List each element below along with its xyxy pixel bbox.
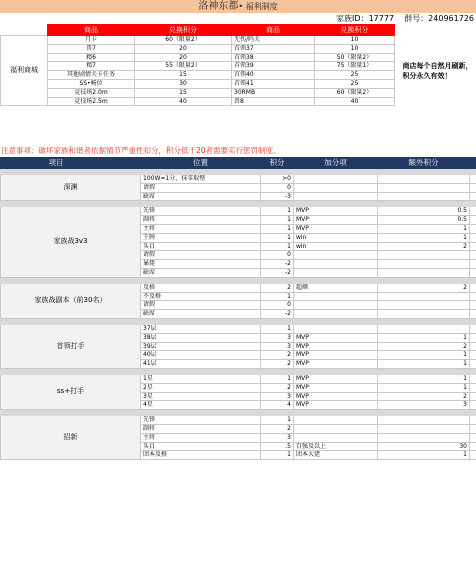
- points-cell: 1: [261, 416, 294, 425]
- extra-points-cell: [378, 251, 470, 260]
- bonus-cell: win: [294, 233, 378, 242]
- family-id: 家族ID：17777: [336, 14, 395, 23]
- shop-points: 10: [315, 36, 395, 45]
- points-cell: 2: [261, 360, 294, 369]
- bonus-cell: MVP: [294, 351, 378, 360]
- points-body: [1, 169, 476, 460]
- extra-points-cell: [378, 416, 470, 425]
- shop-item: SS•畅位: [48, 79, 135, 88]
- points-cell: 1: [261, 451, 294, 460]
- bonus-cell: [294, 433, 378, 442]
- position-cell: 请假: [141, 301, 261, 310]
- points-cell: 1: [261, 216, 294, 225]
- bonus-cell: [294, 310, 378, 319]
- position-cell: 头目: [141, 242, 261, 251]
- position-cell: 4星: [141, 401, 261, 410]
- header-points: 积分: [261, 158, 294, 169]
- table-row: [1, 283, 476, 292]
- extra-points-cell: 1: [378, 233, 470, 242]
- bonus-cell: [294, 192, 378, 201]
- shop-item: 首领37: [232, 44, 315, 53]
- extra-points-cell: 1: [378, 374, 470, 383]
- shop-header-points: 兑换积分: [315, 25, 395, 36]
- header-project: 项目: [1, 158, 112, 169]
- shop-row: [1, 36, 476, 45]
- extra-points-cell: 2: [378, 342, 470, 351]
- table-row: [1, 207, 476, 216]
- position-cell: 主将: [141, 224, 261, 233]
- extra-points-cell: [378, 260, 470, 269]
- position-cell: 及格: [141, 283, 261, 292]
- extra-points-cell: [378, 324, 470, 333]
- extra-points-cell: 2: [378, 392, 470, 401]
- shop-points: 55（限量2）: [135, 62, 232, 71]
- extra-points-cell: 0.5: [378, 216, 470, 225]
- points-cell: 1: [261, 224, 294, 233]
- extra-points-cell: 1: [378, 224, 470, 233]
- bonus-cell: [294, 268, 378, 277]
- bonus-cell: [294, 424, 378, 433]
- extra-points-cell: 1: [378, 351, 470, 360]
- shop-header-item: 商品: [48, 25, 135, 36]
- bonus-cell: MVP: [294, 207, 378, 216]
- position-cell: 副将: [141, 216, 261, 225]
- extra-points-cell: 2: [378, 242, 470, 251]
- extra-points-cell: [378, 424, 470, 433]
- points-cell: 4: [261, 401, 294, 410]
- bonus-cell: [294, 175, 378, 184]
- bonus-cell: MVP: [294, 383, 378, 392]
- id-line: [336, 13, 474, 24]
- position-cell: 41层: [141, 360, 261, 369]
- position-cell: 38层: [141, 333, 261, 342]
- bonus-cell: [294, 251, 378, 260]
- points-cell: 3: [261, 342, 294, 351]
- bonus-cell: MVP: [294, 333, 378, 342]
- extra-points-cell: [378, 183, 470, 192]
- position-cell: 缺席: [141, 310, 261, 319]
- shop-item: 首领38: [232, 53, 315, 62]
- extra-points-cell: 3: [378, 401, 470, 410]
- shop-name: 福利商城: [1, 36, 48, 106]
- position-cell: 1星: [141, 374, 261, 383]
- extra-points-cell: 0.5: [378, 207, 470, 216]
- points-cell: 1: [261, 324, 294, 333]
- position-cell: 3星: [141, 392, 261, 401]
- position-cell: 请假: [141, 183, 261, 192]
- position-cell: 40层: [141, 351, 261, 360]
- bonus-cell: 百强及以上: [294, 442, 378, 451]
- position-cell: 暴毙: [141, 260, 261, 269]
- points-cell: 0: [261, 251, 294, 260]
- extra-points-cell: 1: [378, 360, 470, 369]
- shop-item: 无伤/吗关: [232, 36, 315, 45]
- header-position: 位置: [141, 158, 261, 169]
- header-extra-points: 额外积分: [378, 158, 470, 169]
- shop-points: 10: [315, 44, 395, 53]
- extra-points-cell: 1: [378, 333, 470, 342]
- bonus-cell: [294, 301, 378, 310]
- bonus-cell: MVP: [294, 360, 378, 369]
- shop-points: 15: [135, 71, 232, 80]
- group-name: ss+打手: [1, 374, 141, 409]
- bonus-cell: [294, 183, 378, 192]
- shop-item: 30RMB: [232, 88, 315, 97]
- position-cell: 主将: [141, 433, 261, 442]
- shop-points: 60（限量2）: [315, 88, 395, 97]
- shop-header-row: [1, 25, 476, 36]
- points-cell: 3: [261, 392, 294, 401]
- extra-points-cell: [378, 310, 470, 319]
- points-cell: .5: [261, 442, 294, 451]
- shop-item: 兽8: [232, 97, 315, 106]
- extra-points-cell: 1: [378, 451, 470, 460]
- extra-points-cell: 2: [378, 283, 470, 292]
- shop-points: 20: [135, 44, 232, 53]
- position-cell: 不及格: [141, 292, 261, 301]
- group-number: 群号：240961726: [404, 14, 474, 23]
- extra-points-cell: [378, 292, 470, 301]
- position-cell: 缺席: [141, 268, 261, 277]
- shop-item: 其他剧情关卡任务: [48, 71, 135, 80]
- bonus-cell: MVP: [294, 374, 378, 383]
- shop-points: 20: [135, 53, 232, 62]
- table-row: [1, 175, 476, 184]
- points-cell: 1: [261, 207, 294, 216]
- shop-item: 竞技场2.5m: [48, 97, 135, 106]
- shop-body: [1, 36, 476, 106]
- group-name: 首领打手: [1, 324, 141, 368]
- shop-item: 首领40: [232, 71, 315, 80]
- page-subtitle: • 福利制度: [238, 2, 278, 11]
- extra-points-cell: [378, 175, 470, 184]
- extra-points-cell: [378, 268, 470, 277]
- points-cell: 3: [261, 333, 294, 342]
- points-cell: 0: [261, 183, 294, 192]
- position-cell: 头目: [141, 442, 261, 451]
- bonus-cell: MVP: [294, 342, 378, 351]
- points-cell: 2: [261, 383, 294, 392]
- position-cell: 先锋: [141, 207, 261, 216]
- group-name: 家族战副本（前30名）: [1, 283, 141, 318]
- bonus-cell: MVP: [294, 401, 378, 410]
- points-cell: -2: [261, 260, 294, 269]
- bonus-cell: MVP: [294, 224, 378, 233]
- group-name: 深渊: [1, 175, 141, 201]
- points-table: [0, 157, 476, 460]
- shop-points: 15: [135, 88, 232, 97]
- position-cell: 缺席: [141, 192, 261, 201]
- extra-points-cell: [378, 301, 470, 310]
- points-cell: 1: [261, 233, 294, 242]
- header-bonus: 加分项: [294, 158, 378, 169]
- shop-item: 月卡: [48, 36, 135, 45]
- shop-item: 精7: [48, 62, 135, 71]
- bonus-cell: [294, 416, 378, 425]
- position-cell: 请假: [141, 251, 261, 260]
- position-cell: 100W=1分，抹零取整: [141, 175, 261, 184]
- bonus-cell: [294, 292, 378, 301]
- position-cell: 37层: [141, 324, 261, 333]
- extra-points-cell: 1: [378, 383, 470, 392]
- shop-note: 商店每个自然月刷新，积分永久有效！: [402, 61, 473, 80]
- points-cell: 0: [261, 301, 294, 310]
- page-title-bar: [0, 0, 476, 13]
- shop-points: 25: [315, 71, 395, 80]
- extra-points-cell: 30: [378, 442, 470, 451]
- shop-item: 首领39: [232, 62, 315, 71]
- position-cell: 副将: [141, 424, 261, 433]
- notice-text: 注意事项：破坏家族和谐者依据情节严重性扣分，积分低于20者需要实行惩罚制度。: [1, 146, 281, 155]
- points-cell: 1: [261, 242, 294, 251]
- bonus-cell: [294, 260, 378, 269]
- points-header-row: [1, 158, 476, 169]
- extra-points-cell: [378, 433, 470, 442]
- shop-points: 40: [135, 97, 232, 106]
- shop-points: 60（限量2）: [135, 36, 232, 45]
- position-cell: 王牌: [141, 233, 261, 242]
- points-cell: -2: [261, 310, 294, 319]
- points-cell: 3: [261, 433, 294, 442]
- shop-points: 50（限量2）: [315, 53, 395, 62]
- bonus-cell: MVP: [294, 392, 378, 401]
- points-cell: 1: [261, 374, 294, 383]
- points-cell: 2: [261, 351, 294, 360]
- shop-points: 40: [315, 97, 395, 106]
- bonus-cell: win: [294, 242, 378, 251]
- shop-item: 竞技场2.0m: [48, 88, 135, 97]
- shop-points: 30: [135, 79, 232, 88]
- group-name: 家族战3v3: [1, 207, 141, 277]
- table-row: [1, 374, 476, 383]
- points-cell: 1: [261, 292, 294, 301]
- position-cell: 团本及格: [141, 451, 261, 460]
- table-row: [1, 416, 476, 425]
- shop-table: [0, 24, 476, 106]
- shop-points: 75（限量1）: [315, 62, 395, 71]
- bonus-cell: 超额: [294, 283, 378, 292]
- points-cell: >0: [261, 175, 294, 184]
- bonus-cell: 团本大佬: [294, 451, 378, 460]
- position-cell: 2星: [141, 383, 261, 392]
- position-cell: 39层: [141, 342, 261, 351]
- shop-item: 首领41: [232, 79, 315, 88]
- points-cell: 2: [261, 424, 294, 433]
- extra-points-cell: [378, 192, 470, 201]
- shop-item: 精6: [48, 53, 135, 62]
- points-cell: -3: [261, 192, 294, 201]
- shop-item: 兽7: [48, 44, 135, 53]
- group-name: 招新: [1, 416, 141, 460]
- shop-header-points: 兑换积分: [135, 25, 232, 36]
- points-cell: -2: [261, 268, 294, 277]
- bonus-cell: [294, 324, 378, 333]
- bonus-cell: MVP: [294, 216, 378, 225]
- shop-header-item: 商品: [232, 25, 315, 36]
- shop-points: 25: [315, 79, 395, 88]
- points-cell: 2: [261, 283, 294, 292]
- position-cell: 先锋: [141, 416, 261, 425]
- table-row: [1, 324, 476, 333]
- page-title: 洛神东都: [198, 1, 239, 12]
